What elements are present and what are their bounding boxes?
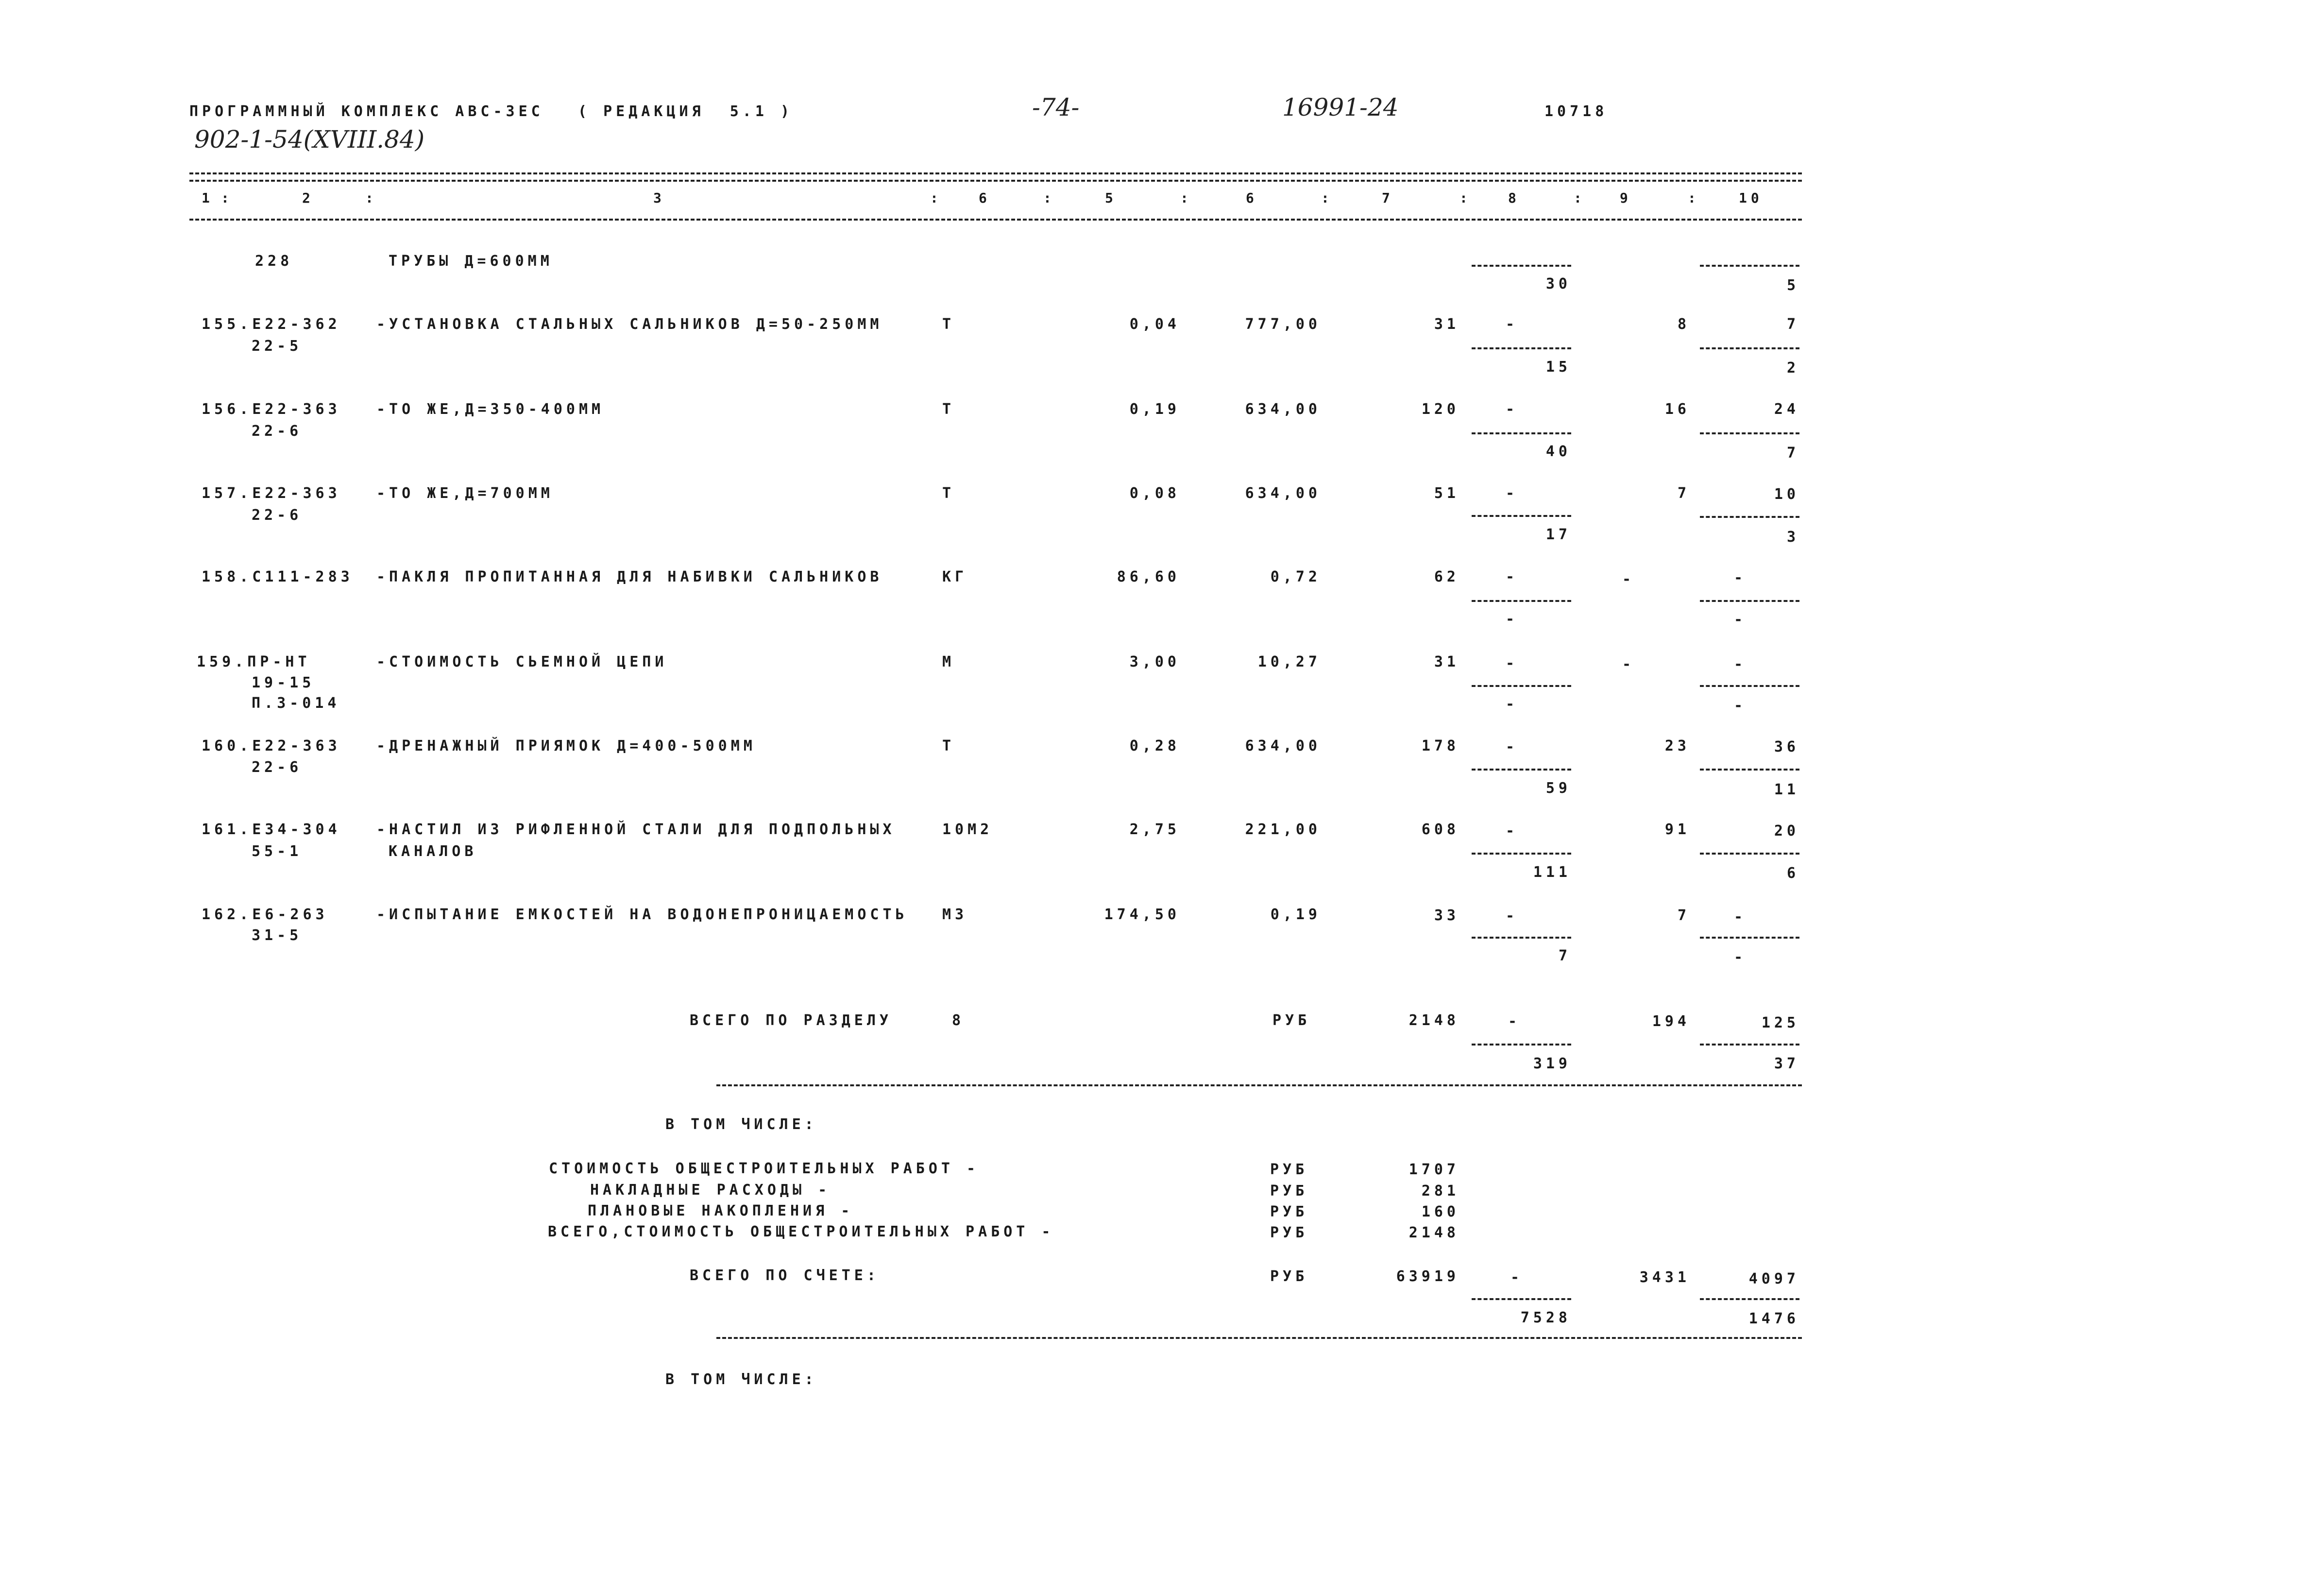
row-col10-bottom: 2 <box>1786 360 1799 377</box>
section-total-rule <box>716 1084 1802 1086</box>
row-code: 161.Е34-304 <box>202 821 341 838</box>
estimate-total-label: ВСЕГО ПО СЧЕТЕ: <box>690 1267 880 1284</box>
col-6: 6 <box>1246 190 1258 206</box>
row-price: 634,00 <box>1245 485 1321 502</box>
col-sep: : <box>1180 190 1192 206</box>
header-rule-bottom <box>189 219 1802 221</box>
row-col10: 20 <box>1774 823 1799 840</box>
col-sep: : <box>1574 190 1586 206</box>
row-code: 159.ПР-НТ <box>197 653 311 670</box>
row-col9: 7 <box>1677 907 1690 924</box>
cell-rule-8 <box>1472 265 1571 267</box>
row-col10: - <box>1734 569 1747 586</box>
row-col8: - <box>1506 738 1519 755</box>
cell-rule-8 <box>1472 769 1571 771</box>
col-sep: : <box>1321 190 1333 206</box>
row-unit: Т <box>942 737 955 754</box>
col-7: 7 <box>1382 190 1394 206</box>
row-unit: Т <box>942 316 955 333</box>
cell-rule-8 <box>1472 685 1571 687</box>
row-col8-bottom: 15 <box>1545 359 1571 376</box>
code-number: 10718 <box>1544 103 1608 120</box>
col-sep: : <box>365 190 377 206</box>
row-col10: 10 <box>1774 486 1799 503</box>
cell-rule-10 <box>1700 769 1799 771</box>
row-col8: - <box>1506 655 1519 672</box>
estimate-total-col7: 63919 <box>1396 1268 1459 1285</box>
row-code: 156.Е22-363 <box>202 401 341 418</box>
including-label: В ТОМ ЧИСЛЕ: <box>665 1116 817 1133</box>
col-sep: : <box>930 190 942 206</box>
row-col9: - <box>1622 656 1635 673</box>
row-col8: - <box>1506 823 1519 840</box>
row-name: ТРУБЫ Д=600ММ <box>389 253 553 270</box>
col-2: 2 <box>302 190 314 206</box>
row-code: 162.Е6-263 <box>202 906 328 923</box>
row-code: 228 <box>255 253 293 270</box>
section-total-col8: - <box>1508 1013 1521 1030</box>
estimate-total-col10: 4097 <box>1748 1270 1799 1287</box>
row-code-line2: 22-5 <box>252 338 303 355</box>
row-name: -ДРЕНАЖНЫЙ ПРИЯМОК Д=400-500ММ <box>376 737 756 754</box>
row-name-line2: КАНАЛОВ <box>389 843 477 860</box>
row-code: 160.Е22-363 <box>202 737 341 754</box>
estimate-total-col9: 3431 <box>1639 1269 1690 1286</box>
breakdown-label: СТОИМОСТЬ ОБЩЕСТРОИТЕЛЬНЫХ РАБОТ - <box>549 1160 980 1177</box>
col-8: 8 <box>1508 190 1520 206</box>
row-col7: 33 <box>1434 907 1459 924</box>
row-qty: 174,50 <box>1104 906 1180 923</box>
row-col8: - <box>1506 401 1519 418</box>
col-3: 3 <box>653 190 665 206</box>
section-total-col9: 194 <box>1652 1013 1690 1030</box>
breakdown-unit: РУБ <box>1270 1183 1308 1200</box>
row-col10: 36 <box>1774 738 1799 755</box>
breakdown-value: 160 <box>1421 1203 1459 1220</box>
program-title: ПРОГРАММНЫЙ КОМПЛЕКС АВС-ЗЕС <box>189 103 544 120</box>
row-col10-bottom: - <box>1734 949 1747 966</box>
cell-rule-10 <box>1700 432 1799 434</box>
row-col10: 24 <box>1774 401 1799 418</box>
row-price: 221,00 <box>1245 821 1321 838</box>
row-col9: 16 <box>1664 401 1690 418</box>
header-rule-top <box>189 172 1802 174</box>
row-col10: 7 <box>1786 316 1799 333</box>
row-col8-bottom: 17 <box>1545 526 1571 543</box>
row-name: -ТО ЖЕ,Д=700ММ <box>376 485 554 502</box>
row-name: -СТОИМОСТЬ СЬЕМНОЙ ЦЕПИ <box>376 653 668 670</box>
row-code: 158.С111-283 <box>202 568 354 585</box>
section-total-col7: 2148 <box>1408 1012 1459 1029</box>
cell-rule-10 <box>1700 937 1799 939</box>
cell-rule-10 <box>1700 685 1799 687</box>
breakdown-value: 1707 <box>1408 1161 1459 1178</box>
row-col10: - <box>1734 908 1747 926</box>
row-qty: 0,19 <box>1129 401 1180 418</box>
col-5: 5 <box>1105 190 1117 206</box>
row-col9: 23 <box>1664 737 1690 754</box>
row-price: 0,19 <box>1270 906 1321 923</box>
row-code-line3: П.3-014 <box>252 695 340 712</box>
row-unit: 10М2 <box>942 821 993 838</box>
row-col10-bottom: 11 <box>1774 781 1799 798</box>
col-sep: : <box>1043 190 1055 206</box>
row-col8: - <box>1506 316 1519 333</box>
edition-label: ( РЕДАКЦИЯ 5.1 ) <box>578 103 794 120</box>
row-col10: - <box>1734 656 1747 673</box>
section-total-col10-bottom: 37 <box>1774 1055 1799 1072</box>
row-col9: 8 <box>1677 316 1690 333</box>
cell-rule-8 <box>1472 600 1571 602</box>
row-unit: КГ <box>942 568 968 585</box>
page-number: -74- <box>1032 93 1080 121</box>
row-col7: 608 <box>1421 821 1459 838</box>
row-code-line2: 19-15 <box>252 674 315 691</box>
cell-rule-8 <box>1472 853 1571 855</box>
row-col8-bottom: - <box>1506 611 1519 628</box>
cell-rule-8 <box>1472 515 1571 517</box>
col-9: 9 <box>1620 190 1632 206</box>
row-col8: - <box>1506 485 1519 502</box>
section-total-col10: 125 <box>1761 1014 1799 1031</box>
row-qty: 0,08 <box>1129 485 1180 502</box>
row-name: -ИСПЫТАНИЕ ЕМКОСТЕЙ НА ВОДОНЕПРОНИЦАЕМОСТЬ <box>376 906 908 923</box>
row-unit: М3 <box>942 906 968 923</box>
breakdown-label: ВСЕГО,СТОИМОСТЬ ОБЩЕСТРОИТЕЛЬНЫХ РАБОТ - <box>548 1223 1054 1240</box>
cell-rule-10 <box>1700 265 1799 267</box>
row-price: 634,00 <box>1245 737 1321 754</box>
section-total-col8-bottom: 319 <box>1533 1055 1571 1072</box>
col-sep: : <box>221 190 233 206</box>
row-price: 0,72 <box>1270 568 1321 585</box>
section-total-number: 8 <box>952 1012 965 1029</box>
row-col10-bottom: 7 <box>1786 445 1799 462</box>
col-10: 10 <box>1739 190 1763 206</box>
row-name: -ТО ЖЕ,Д=350-400ММ <box>376 401 605 418</box>
row-col7: 62 <box>1434 568 1459 585</box>
cell-rule-8 <box>1472 1298 1571 1300</box>
row-code-line2: 31-5 <box>252 927 303 944</box>
row-name: -УСТАНОВКА СТАЛЬНЫХ САЛЬНИКОВ Д=50-250ММ <box>376 316 883 333</box>
row-col9: 7 <box>1677 485 1690 502</box>
cell-rule-10 <box>1700 516 1799 518</box>
cell-rule-10 <box>1700 347 1799 349</box>
estimate-total-unit: РУБ <box>1270 1268 1308 1285</box>
estimate-total-rule <box>716 1337 1802 1339</box>
row-price: 777,00 <box>1245 316 1321 333</box>
row-col7: 178 <box>1421 737 1459 754</box>
project-number: 902-1-54(XVIII.84) <box>194 125 425 154</box>
row-col8: - <box>1506 908 1519 925</box>
row-unit: Т <box>942 401 955 418</box>
row-col7: 31 <box>1434 316 1459 333</box>
row-name: -ПАКЛЯ ПРОПИТАННАЯ ДЛЯ НАБИВКИ САЛЬНИКОВ <box>376 568 883 585</box>
row-code-line2: 22-6 <box>252 759 303 776</box>
cell-rule-8 <box>1472 432 1571 434</box>
row-qty: 3,00 <box>1129 653 1180 670</box>
row-code: 155.Е22-362 <box>202 316 341 333</box>
row-qty: 0,28 <box>1129 737 1180 754</box>
row-col10-bottom: 6 <box>1786 865 1799 882</box>
row-col8: - <box>1506 568 1519 585</box>
cell-rule-8 <box>1472 937 1571 939</box>
cell-rule-10 <box>1700 1044 1799 1046</box>
row-col8-bottom: - <box>1506 696 1519 713</box>
row-col9: - <box>1622 571 1635 588</box>
row-col10-bottom: - <box>1734 611 1747 628</box>
row-col8-bottom: 30 <box>1545 275 1571 292</box>
row-price: 634,00 <box>1245 401 1321 418</box>
row-code-line2: 55-1 <box>252 843 303 860</box>
breakdown-value: 2148 <box>1408 1224 1459 1241</box>
breakdown-unit: РУБ <box>1270 1203 1308 1220</box>
estimate-total-col8-bottom: 7528 <box>1520 1309 1571 1326</box>
estimate-total-col8: - <box>1510 1269 1524 1286</box>
row-unit: Т <box>942 485 955 502</box>
row-price: 10,27 <box>1257 653 1321 670</box>
row-name: -НАСТИЛ ИЗ РИФЛЕННОЙ СТАЛИ ДЛЯ ПОДПОЛЬНЫХ <box>376 821 896 838</box>
row-code-line2: 22-6 <box>252 507 303 524</box>
cell-rule-10 <box>1700 853 1799 855</box>
section-total-label: ВСЕГО ПО РАЗДЕЛУ <box>690 1012 892 1029</box>
breakdown-label: НАКЛАДНЫЕ РАСХОДЫ - <box>590 1182 831 1199</box>
breakdown-label: ПЛАНОВЫЕ НАКОПЛЕНИЯ - <box>588 1202 854 1219</box>
row-col8-bottom: 111 <box>1533 864 1571 881</box>
cell-rule-8 <box>1472 1044 1571 1046</box>
section-total-unit: РУБ <box>1272 1012 1311 1029</box>
row-col10-bottom: 3 <box>1786 529 1799 546</box>
row-col7: 120 <box>1421 401 1459 418</box>
breakdown-unit: РУБ <box>1270 1161 1308 1178</box>
row-qty: 86,60 <box>1117 568 1180 585</box>
breakdown-value: 281 <box>1421 1183 1459 1200</box>
header-rule-top-2 <box>189 180 1802 182</box>
row-unit: М <box>942 653 955 670</box>
row-col9: 91 <box>1664 821 1690 838</box>
row-col7: 31 <box>1434 653 1459 670</box>
breakdown-unit: РУБ <box>1270 1224 1308 1241</box>
row-col8-bottom: 7 <box>1558 947 1571 964</box>
row-col10-bottom: 5 <box>1786 277 1799 294</box>
cell-rule-8 <box>1472 347 1571 349</box>
row-col10-bottom: - <box>1734 697 1747 714</box>
row-col7: 51 <box>1434 485 1459 502</box>
row-col8-bottom: 40 <box>1545 443 1571 460</box>
row-code: 157.Е22-363 <box>202 485 341 502</box>
including-label-2: В ТОМ ЧИСЛЕ: <box>665 1371 817 1388</box>
row-qty: 0,04 <box>1129 316 1180 333</box>
col-1: 1 <box>202 190 214 206</box>
estimate-total-col10-bottom: 1476 <box>1748 1310 1799 1327</box>
row-qty: 2,75 <box>1129 821 1180 838</box>
cell-rule-10 <box>1700 1298 1799 1300</box>
document-number: 16991-24 <box>1282 93 1399 121</box>
cell-rule-10 <box>1700 600 1799 602</box>
col-sep: : <box>1459 190 1472 206</box>
row-col8-bottom: 59 <box>1545 780 1571 797</box>
col-4: 6 <box>979 190 991 206</box>
col-sep: : <box>1688 190 1700 206</box>
row-code-line2: 22-6 <box>252 423 303 440</box>
